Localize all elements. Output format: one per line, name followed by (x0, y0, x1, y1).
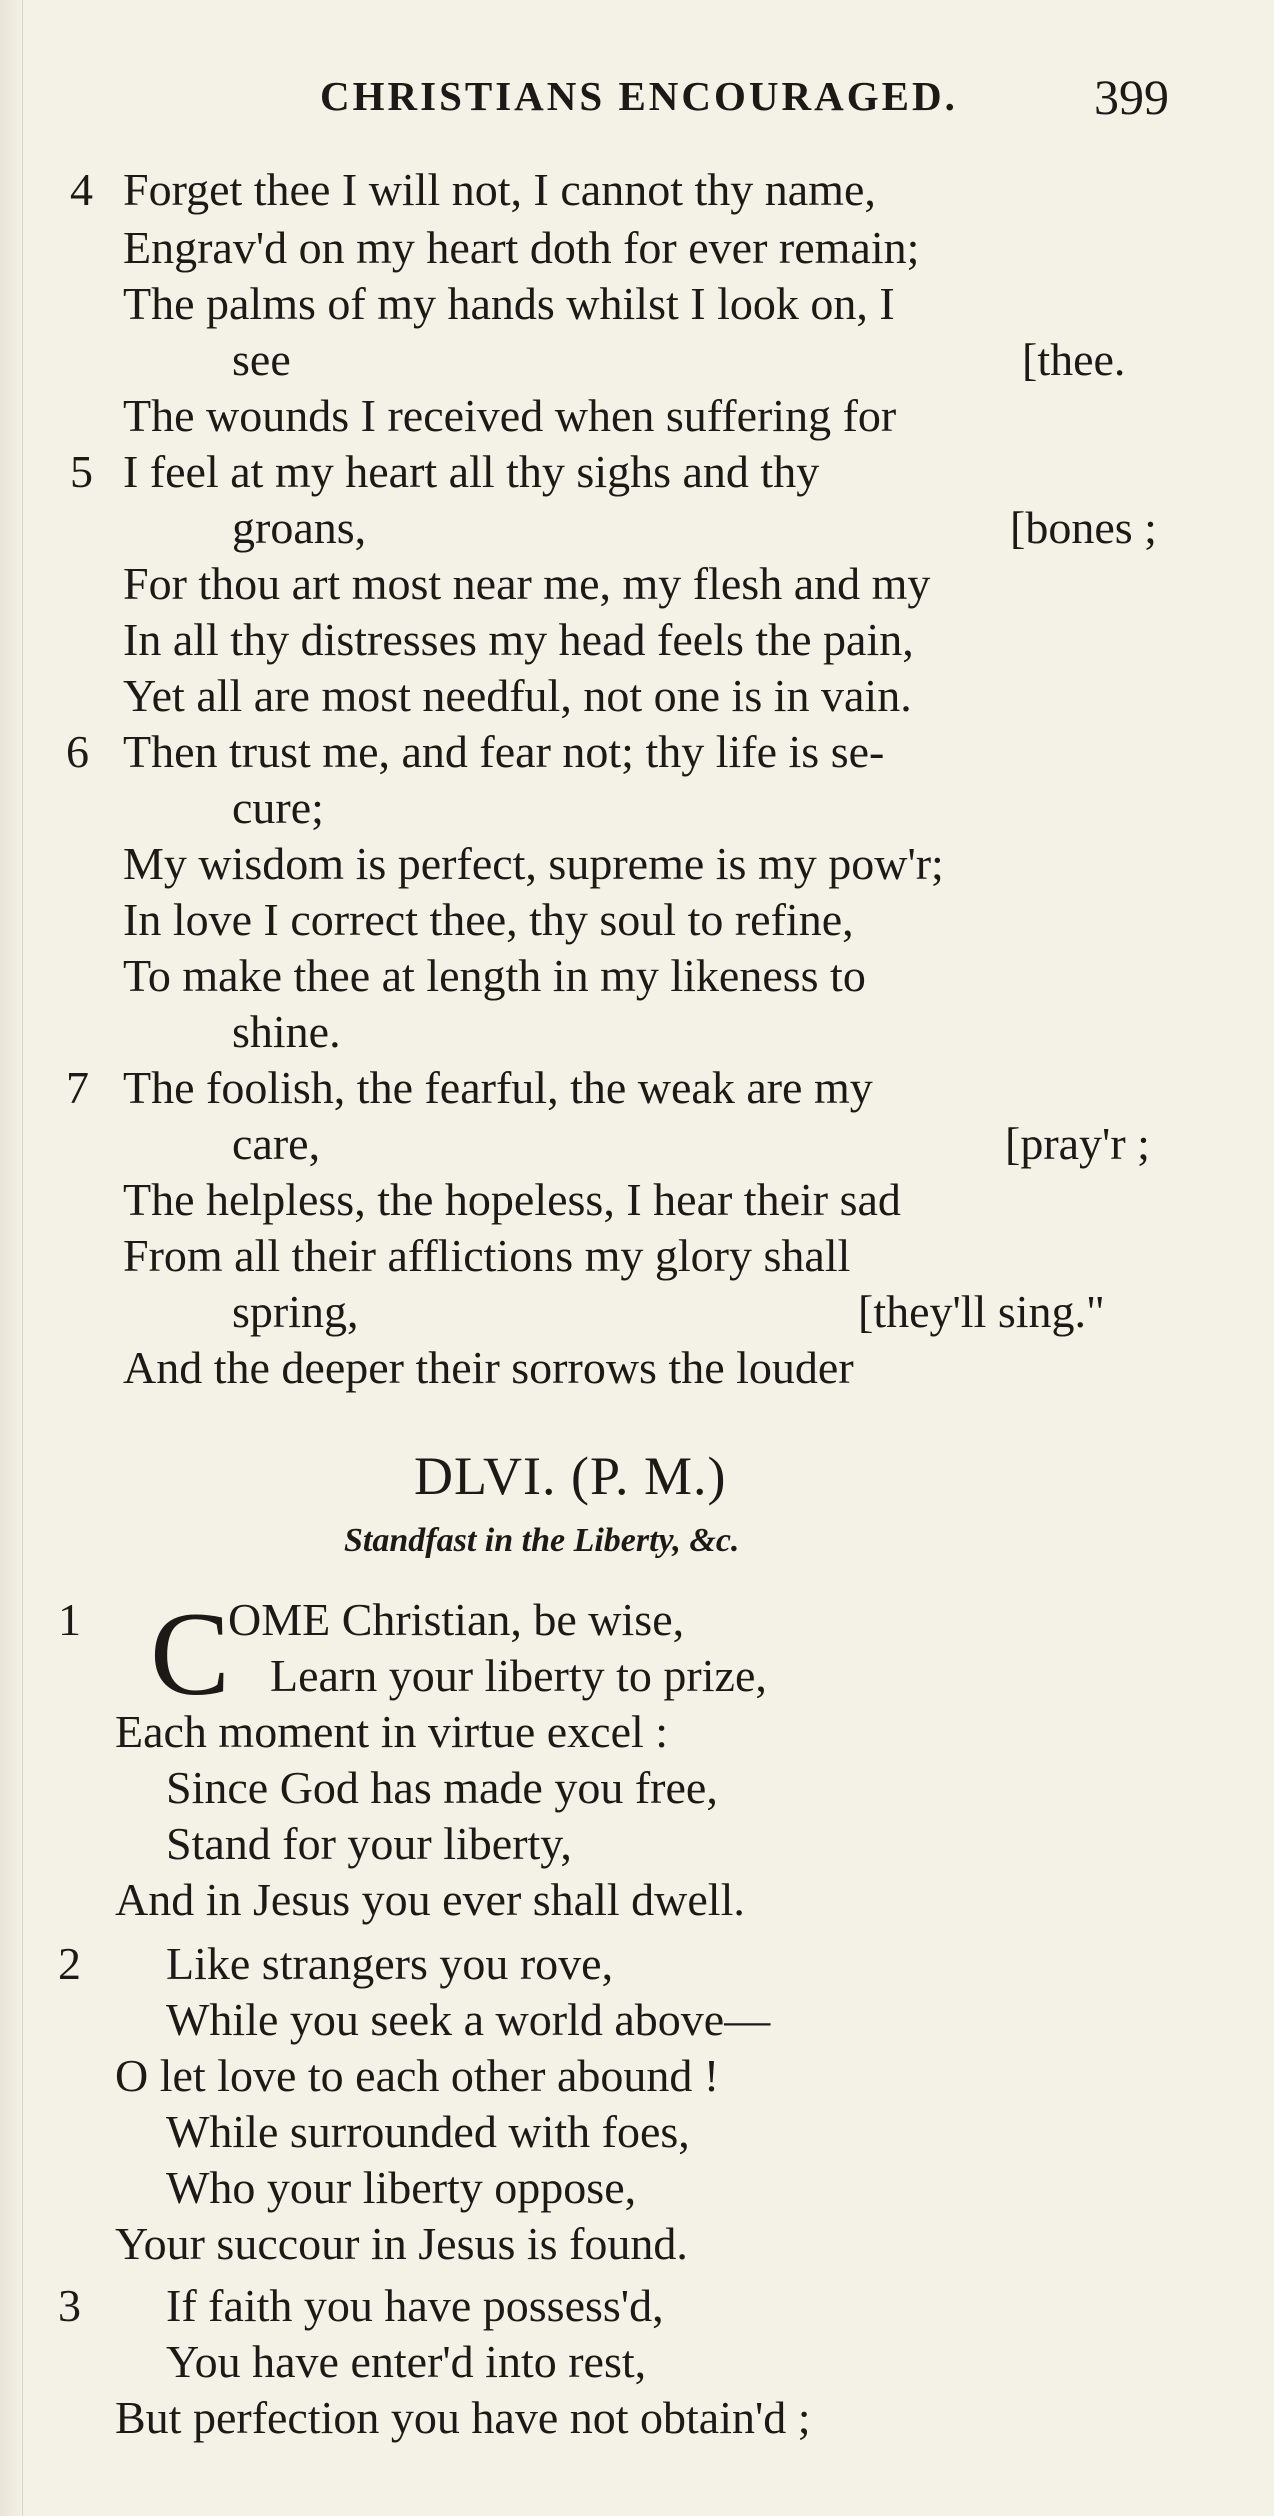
stanza-number: 2 (58, 1938, 81, 1989)
verse-line: Who your liberty oppose, (166, 2162, 637, 2213)
verse-line: see (232, 334, 291, 385)
page-number: 399 (1094, 69, 1169, 125)
stanza-number: 4 (70, 164, 93, 215)
verse-bracket: [pray'r ; (1005, 1118, 1150, 1169)
verse-line: shine. (232, 1006, 341, 1057)
verse-line: Yet all are most needful, not one is in vain. (123, 670, 912, 721)
verse-line: My wisdom is perfect, supreme is my pow'r; (123, 838, 944, 889)
verse-line: Since God has made you free, (166, 1762, 718, 1813)
verse-line: For thou art most near me, my flesh and my (123, 558, 931, 609)
stanza-number: 7 (66, 1062, 89, 1113)
drop-cap: C (150, 1587, 231, 1720)
verse-line: Like strangers you rove, (166, 1938, 614, 1989)
verse-line: To make thee at length in my likeness to (123, 950, 866, 1001)
verse-line: spring, (232, 1286, 359, 1337)
verse-line: The wounds I received when suffering for (123, 390, 897, 441)
verse-bracket: [thee. (1022, 334, 1126, 385)
verse-line: From all their afflictions my glory shall (123, 1230, 851, 1281)
stanza-number: 1 (58, 1594, 81, 1645)
verse-line: The foolish, the fearful, the weak are my (123, 1062, 873, 1113)
verse-line: Then trust me, and fear not; thy life is se- (123, 726, 885, 777)
verse-line: O let love to each other abound ! (115, 2050, 720, 2101)
stanza-number: 3 (58, 2280, 81, 2331)
verse-line: Learn your liberty to prize, (270, 1650, 767, 1701)
verse-line: care, (232, 1118, 321, 1169)
running-head: CHRISTIANS ENCOURAGED. (320, 73, 958, 119)
verse-line: I feel at my heart all thy sighs and thy (123, 446, 820, 497)
verse-line: While you seek a world above— (166, 1994, 771, 2045)
verse-line: The palms of my hands whilst I look on, I (123, 278, 895, 329)
verse-line: OME Christian, be wise, (228, 1594, 685, 1645)
page-edge (0, 0, 23, 2516)
verse-line: And the deeper their sorrows the louder (123, 1342, 854, 1393)
verse-line: Engrav'd on my heart doth for ever remain; (123, 222, 920, 273)
page-header (0, 68, 1274, 128)
stanza-number: 6 (66, 726, 89, 777)
verse-line: You have enter'd into rest, (166, 2336, 647, 2387)
verse-line: Forget thee I will not, I cannot thy name, (123, 164, 876, 215)
verse-line: And in Jesus you ever shall dwell. (115, 1874, 745, 1925)
verse-line: In all thy distresses my head feels the pain, (123, 614, 914, 665)
verse-line: Your succour in Jesus is found. (115, 2218, 688, 2269)
verse-bracket: [bones ; (1010, 502, 1157, 553)
verse-line: Each moment in virtue excel : (115, 1706, 669, 1757)
verse-line: Stand for your liberty, (166, 1818, 572, 1869)
hymn-title: DLVI. (P. M.) (414, 1446, 727, 1506)
verse-line: In love I correct thee, thy soul to refine, (123, 894, 854, 945)
stanza-number: 5 (70, 446, 93, 497)
verse-line: The helpless, the hopeless, I hear their sad (123, 1174, 901, 1225)
verse-bracket: [they'll sing." (858, 1286, 1105, 1337)
verse-line: If faith you have possess'd, (166, 2280, 664, 2331)
verse-line: cure; (232, 782, 324, 833)
hymn-subtitle: Standfast in the Liberty, &c. (344, 1522, 740, 1559)
verse-line: groans, (232, 502, 367, 553)
verse-line: But perfection you have not obtain'd ; (115, 2392, 811, 2443)
verse-line: While surrounded with foes, (166, 2106, 690, 2157)
